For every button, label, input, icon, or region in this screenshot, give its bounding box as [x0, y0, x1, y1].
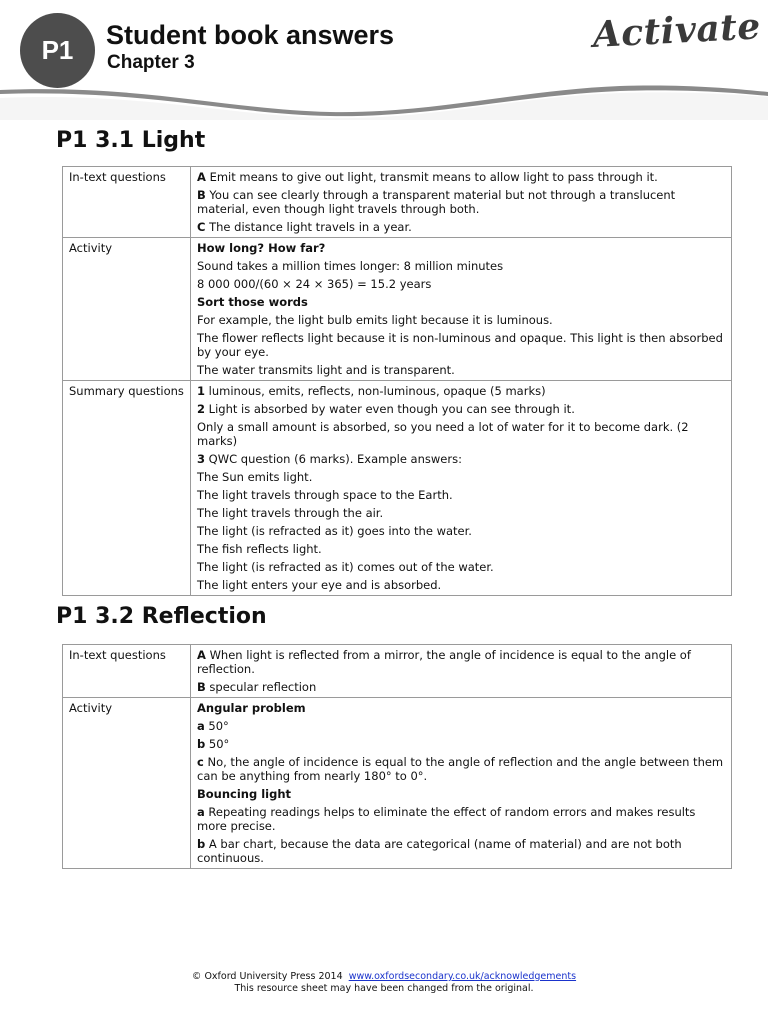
- answer-marker: C: [197, 220, 206, 234]
- answer-line: [197, 837, 725, 865]
- footer-note: This resource sheet may have been changed from the original.: [234, 983, 534, 994]
- answer-marker: A: [197, 648, 206, 662]
- answer-heading: How long? How far?: [197, 241, 326, 255]
- activate-logo: Activate: [591, 5, 762, 56]
- row-content: [191, 381, 732, 596]
- answer-heading: Sort those words: [197, 295, 308, 309]
- answers-table-reflection: [62, 644, 732, 869]
- answer-text: Sound takes a million times longer: 8 million minutes: [197, 259, 504, 273]
- answer-text: 8 000 000/(60 × 24 × 365) = 15.2 years: [197, 277, 432, 291]
- answer-marker: 2: [197, 402, 206, 416]
- answer-text: Repeating readings helps to eliminate the effect of random errors and makes results more precise.: [197, 805, 696, 833]
- page-footer: [0, 971, 768, 995]
- row-label: In-text questions: [63, 167, 191, 238]
- answer-line: [197, 170, 725, 184]
- answer-text: Emit means to give out light, transmit means to allow light to pass through it.: [209, 170, 658, 184]
- answer-line: [197, 719, 725, 733]
- answer-marker: b: [197, 837, 206, 851]
- answer-text: specular reflection: [209, 680, 317, 694]
- answer-line: [197, 384, 725, 398]
- copyright-text: © Oxford University Press 2014: [191, 971, 343, 982]
- answer-heading: Angular problem: [197, 701, 306, 715]
- answer-text: For example, the light bulb emits light because it is luminous.: [197, 313, 553, 327]
- answer-text: The distance light travels in a year.: [209, 220, 412, 234]
- answer-text: The flower reflects light because it is non-luminous and opaque. This light is then absorbed by your eye.: [197, 331, 723, 359]
- answer-marker: 3: [197, 452, 206, 466]
- row-content: [191, 698, 732, 869]
- row-content: [191, 645, 732, 698]
- answer-marker: A: [197, 170, 206, 184]
- row-label: Activity: [63, 698, 191, 869]
- answer-text: The light travels through space to the Earth.: [197, 488, 453, 502]
- document-title: Student book answers: [106, 20, 395, 50]
- answer-text: QWC question (6 marks). Example answers:: [208, 452, 462, 466]
- document-subtitle: Chapter 3: [107, 52, 195, 73]
- answer-text: Light is absorbed by water even though you can see through it.: [208, 402, 575, 416]
- table-row: [63, 698, 732, 869]
- answer-line: [197, 737, 725, 751]
- row-label: Summary questions: [63, 381, 191, 596]
- answer-text: The light (is refracted as it) goes into the water.: [197, 524, 472, 538]
- answer-text: The fish reflects light.: [197, 542, 322, 556]
- answer-text: The water transmits light and is transparent.: [197, 363, 455, 377]
- table-row: [63, 645, 732, 698]
- answer-text: 50°: [208, 737, 230, 751]
- answer-line: [197, 452, 725, 466]
- answer-line: [197, 805, 725, 833]
- answer-line: [197, 188, 725, 216]
- answer-line: [197, 755, 725, 783]
- answer-marker: B: [197, 680, 206, 694]
- row-label: In-text questions: [63, 645, 191, 698]
- answer-marker: 1: [197, 384, 206, 398]
- answer-marker: b: [197, 737, 206, 751]
- answer-marker: a: [197, 719, 205, 733]
- section-title-reflection: P1 3.2 Reflection: [56, 604, 267, 629]
- answer-marker: B: [197, 188, 206, 202]
- header-wave-divider: [0, 80, 768, 120]
- answer-heading: Bouncing light: [197, 787, 292, 801]
- row-content: [191, 238, 732, 381]
- table-row: [63, 167, 732, 238]
- row-content: [191, 167, 732, 238]
- answer-text: No, the angle of incidence is equal to the angle of reflection and the angle between them can be anything from nearly 180° to 0°.: [197, 755, 724, 783]
- answer-line: [197, 402, 725, 416]
- answer-text: 50°: [208, 719, 229, 733]
- page-header: [0, 0, 768, 130]
- answer-text: The light enters your eye and is absorbed.: [197, 578, 442, 592]
- answer-text: A bar chart, because the data are categorical (name of material) and are not both continuous.: [197, 837, 682, 865]
- answer-text: luminous, emits, reflects, non-luminous, opaque (5 marks): [208, 384, 546, 398]
- answer-line: [197, 220, 725, 234]
- section-title-light: P1 3.1 Light: [56, 128, 206, 153]
- chapter-badge: P1: [20, 13, 95, 88]
- answer-text: You can see clearly through a transparent material but not through a translucent material, even though light travels through both.: [197, 188, 676, 216]
- table-row: [63, 238, 732, 381]
- answer-text: The Sun emits light.: [197, 470, 313, 484]
- answers-table-light: [62, 166, 732, 596]
- answer-marker: a: [197, 805, 205, 819]
- answer-text: Only a small amount is absorbed, so you need a lot of water for it to become dark. (2 marks): [197, 420, 689, 448]
- answer-text: When light is reflected from a mirror, the angle of incidence is equal to the angle of reflection.: [197, 648, 691, 676]
- row-label: Activity: [63, 238, 191, 381]
- answer-line: [197, 648, 725, 676]
- answer-text: The light travels through the air.: [197, 506, 384, 520]
- answer-line: [197, 680, 725, 694]
- answer-text: The light (is refracted as it) comes out of the water.: [197, 560, 494, 574]
- answer-marker: c: [197, 755, 204, 769]
- footer-copyright-line: [0, 971, 768, 983]
- acknowledgements-link[interactable]: www.oxfordsecondary.co.uk/acknowledgements: [348, 971, 577, 982]
- table-row: [63, 381, 732, 596]
